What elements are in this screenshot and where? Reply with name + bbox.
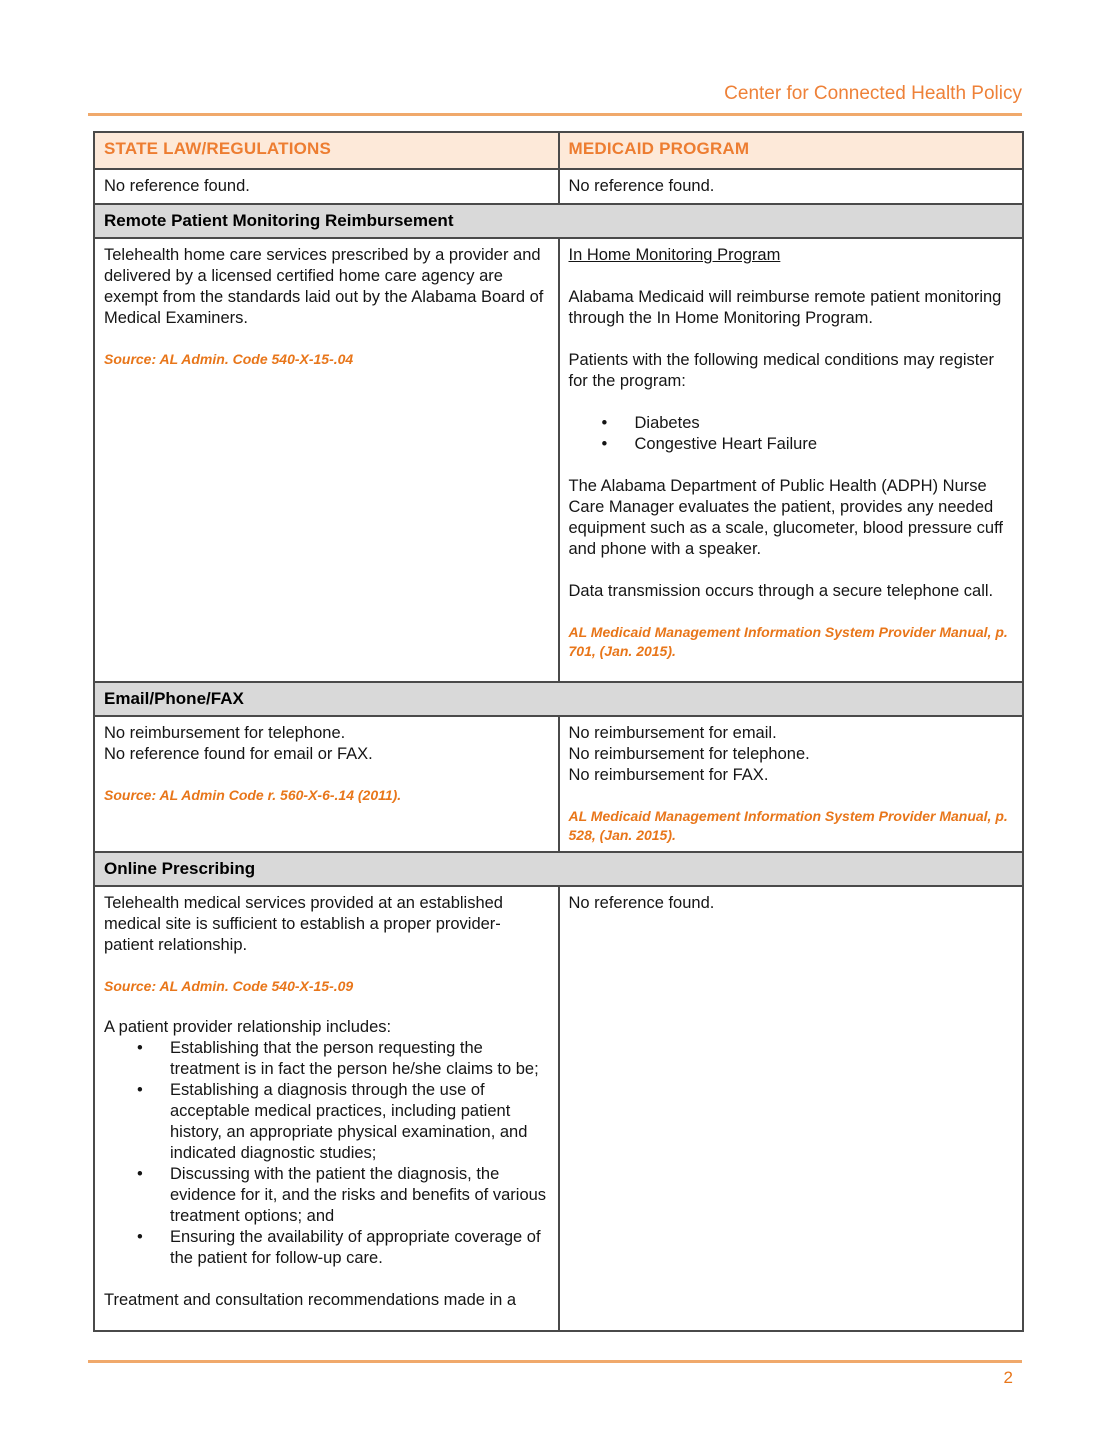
rx-medicaid-cell [559,886,1024,1331]
page-title: Center for Connected Health Policy [724,83,1022,104]
online-prescribing-row [94,886,1023,1331]
paragraph: No reimbursement for telephone. [104,724,346,742]
list-item: • Establishing a diagnosis through the use of acceptable medical practices, including patient history, an appropriate physical examination, and indicated diagnostic studies; [137,1080,549,1164]
section-row-remote-patient-monitoring [94,204,1023,238]
column-header-medicaid-program: MEDICAID PROGRAM [559,132,1024,169]
epf-medicaid-cell [559,716,1024,852]
column-header-state-law: STATE LAW/REGULATIONS [94,132,559,169]
paragraph: Telehealth home care services prescribed by a provider and delivered by a licensed certified home care agency are exempt from the standards laid out by the Alabama Board of Medical Examiners. [104,246,544,327]
list-item: • Congestive Heart Failure [602,434,1014,455]
no-reference-text: No reference found. [568,177,715,195]
paragraph: A patient provider relationship includes: [104,1018,392,1036]
section-row-online-prescribing [94,852,1023,886]
paragraph: The Alabama Department of Public Health (ADPH) Nurse Care Manager evaluates the patient, provides any needed equipment such as a scale, glucometer, blood pressure cuff and phone with a speaker. [568,477,1003,558]
rpm-medicaid-cell [559,238,1024,682]
paragraph: No reimbursement for FAX. [568,766,769,784]
list-item: • Discussing with the patient the diagnosis, the evidence for it, and the risks and benefits of various treatment options; and [137,1164,549,1227]
section-row-email-phone-fax [94,682,1023,716]
source-citation: Source: AL Admin Code r. 560-X-6-.14 (2011). [104,787,402,803]
page-number: 2 [1003,1368,1013,1387]
policy-table [93,131,1024,1332]
rx-state-law-cell [94,886,559,1331]
table-header-row [94,132,1023,169]
paragraph: No reimbursement for telephone. [568,745,810,763]
rpm-state-law-cell [94,238,559,682]
header-divider [88,113,1022,116]
source-citation: Source: AL Admin. Code 540-X-15-.04 [104,351,354,367]
no-reference-row [94,169,1023,204]
source-citation: AL Medicaid Management Information System Provider Manual, p. 528, (Jan. 2015). [568,808,1008,843]
list-item: • Ensuring the availability of appropriate coverage of the patient for follow-up care. [137,1227,549,1269]
footer-divider [88,1360,1022,1363]
section-header-online-prescribing: Online Prescribing [94,852,1023,886]
paragraph: Telehealth medical services provided at an established medical site is sufficient to establish a proper provider-patient relationship. [104,894,503,954]
remote-patient-monitoring-row [94,238,1023,682]
program-heading: In Home Monitoring Program [568,246,781,264]
paragraph: No reimbursement for email. [568,724,777,742]
paragraph: Data transmission occurs through a secure telephone call. [568,582,994,600]
section-header-email-phone-fax: Email/Phone/FAX [94,682,1023,716]
medicaid-no-reference-cell [559,169,1024,204]
no-reference-text: No reference found. [568,894,715,912]
source-citation: Source: AL Admin. Code 540-X-15-.09 [104,978,354,994]
list-item: • Establishing that the person requesting the treatment is in fact the person he/she claims to be; [137,1038,549,1080]
paragraph: Patients with the following medical conditions may register for the program: [568,351,995,390]
paragraph: Alabama Medicaid will reimburse remote patient monitoring through the In Home Monitoring Program. [568,288,1002,327]
epf-state-law-cell [94,716,559,852]
document-header [93,82,1022,106]
email-phone-fax-row [94,716,1023,852]
paragraph: No reference found for email or FAX. [104,745,373,763]
state-law-no-reference-cell [94,169,559,204]
no-reference-text: No reference found. [104,177,250,195]
paragraph: Treatment and consultation recommendations made in a [104,1291,517,1309]
section-header-remote-patient-monitoring: Remote Patient Monitoring Reimbursement [94,204,1023,238]
list-item: • Diabetes [602,413,1014,434]
source-citation: AL Medicaid Management Information System Provider Manual, p. 701, (Jan. 2015). [568,624,1008,659]
condition-list [569,413,1014,455]
relationship-requirements-list [104,1038,549,1269]
